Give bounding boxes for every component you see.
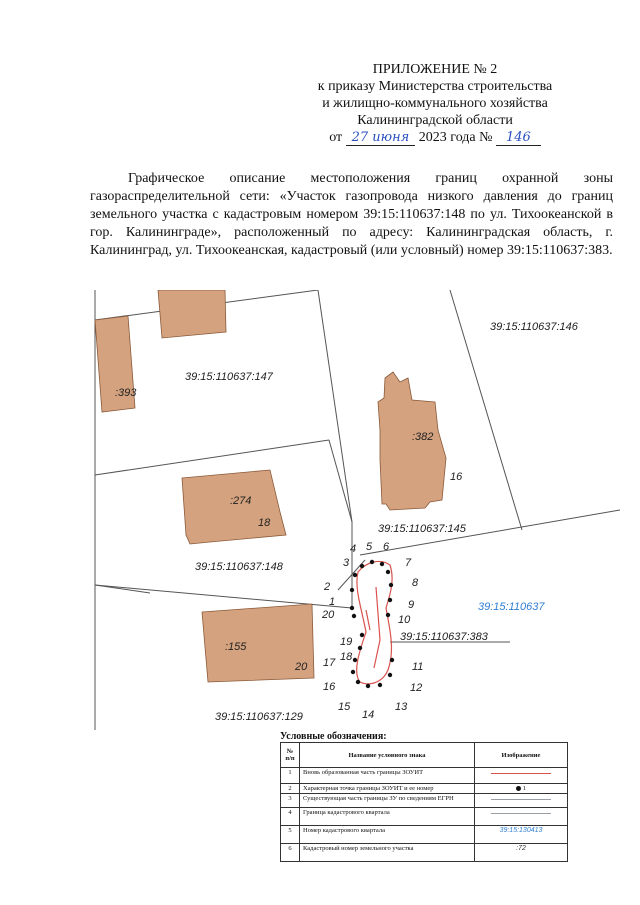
zone-point (386, 570, 390, 574)
legend-row-image (475, 826, 568, 844)
boundary-line (318, 290, 352, 522)
parcel-label-147: 39:15:110637:147 (185, 371, 273, 383)
zone-boundary (357, 561, 392, 683)
building-label-155: :155 (225, 641, 247, 653)
legend-row-image (475, 794, 568, 808)
zone-point (350, 606, 354, 610)
parcel-label-148: 39:15:110637:148 (195, 561, 283, 573)
point-label: 13 (395, 701, 408, 713)
legend-row-num: 3 (281, 794, 300, 808)
appendix-title: ПРИЛОЖЕНИЕ № 2 (372, 62, 498, 77)
parcel-label-383: 39:15:110637:383 (400, 631, 488, 643)
legend-header-name: Название условного знака (300, 743, 475, 768)
legend-row-num: 6 (281, 844, 300, 862)
legend-row-image (475, 768, 568, 784)
point-label: 2 (324, 581, 331, 593)
point-label: 3 (343, 557, 350, 569)
point-label: 19 (340, 636, 353, 648)
description-paragraph: Графическое описание местоположения границ охранной зоны газораспределительной сети: «Участок газопровода низкого давления до границ земельного участка с кадастровым номером 39:15:110637:148 по ул. Тихоокеанской в гор. Калининграде», расположенный по адресу: Калининградская область, г. Калининград, ул. Тихоокеанская, кадастровый (или условный) номер 39:15:110637:383. (90, 171, 613, 258)
legend-row-name: Вновь образованная часть границы ЗОУИТ (300, 768, 475, 784)
zone-point (350, 588, 354, 592)
legend-row-image (475, 844, 568, 862)
parcel-label-129: 39:15:110637:129 (215, 711, 303, 723)
point-label: 6 (383, 541, 390, 553)
legend-row (281, 844, 568, 862)
point-label: 14 (362, 709, 375, 721)
point-label: 9 (408, 599, 415, 611)
year-text: 2023 года № (418, 130, 493, 145)
zone-point (380, 562, 384, 566)
legend-row-num: 1 (281, 768, 300, 784)
zone-point (360, 564, 364, 568)
buildings (95, 290, 446, 682)
point-label: 18 (340, 651, 353, 663)
legend-row (281, 784, 568, 794)
legend-row-name: Граница кадастрового квартала (300, 808, 475, 826)
legend-header-image: Изображение (475, 743, 568, 768)
point-label: 1 (329, 596, 336, 608)
zone-point (360, 633, 364, 637)
quarter-number-sample: 39:15:130413 (499, 827, 543, 834)
legend-title: Условные обозначения: (280, 731, 387, 742)
zone-point (353, 573, 357, 577)
parcel-line-sample (491, 799, 551, 800)
building-floors-274: 18 (258, 517, 271, 529)
legend-row-num: 2 (281, 784, 300, 794)
point-label: 4 (350, 543, 357, 555)
boundary-line (95, 440, 329, 475)
point-label: 8 (412, 577, 419, 589)
date-prefix: от (329, 130, 343, 145)
zone-point (388, 673, 392, 677)
point-sample-number: 1 (522, 785, 526, 792)
legend-row (281, 808, 568, 826)
zone-point (388, 598, 392, 602)
point-label: 20 (322, 609, 335, 621)
building-floors-155: 20 (295, 661, 308, 673)
handwritten-order-number: 146 (496, 131, 541, 146)
point-label: 17 (323, 657, 336, 669)
legend-row-name: Номер кадастрового квартала (300, 826, 475, 844)
building-label-393: :393 (115, 387, 137, 399)
point-label: 16 (323, 681, 336, 693)
zone-point (351, 670, 355, 674)
building-label-382: :382 (412, 431, 434, 443)
order-line-1: к приказу Министерства строительства (317, 79, 553, 94)
legend-row-image (475, 784, 568, 794)
quarter-label: 39:15:110637 (478, 601, 545, 613)
point-label: 5 (366, 541, 373, 553)
legend-row-name: Кадастровый номер земельного участка (300, 844, 475, 862)
zone-inner (366, 587, 380, 668)
quarter-line-sample (491, 813, 551, 814)
appendix-header (260, 61, 610, 146)
legend-row-image (475, 808, 568, 826)
zone-point (353, 658, 357, 662)
point-label: 7 (405, 557, 412, 569)
legend-row (281, 826, 568, 844)
building-274 (182, 470, 286, 544)
boundary-line (329, 440, 352, 522)
legend-row-name: Характерная точка границы ЗОУИТ и ее номер (300, 784, 475, 794)
cadastral-map (90, 290, 620, 730)
zone-point (370, 560, 374, 564)
zone-point (352, 614, 356, 618)
point-sample-icon (516, 786, 521, 791)
building-label-274: :274 (230, 495, 252, 507)
zone-point (356, 680, 360, 684)
zone-point (358, 646, 362, 650)
parcel-label-146: 39:15:110637:146 (490, 321, 578, 333)
legend-table (280, 742, 568, 862)
parcel-number-sample: :72 (516, 845, 526, 852)
legend-row (281, 768, 568, 784)
legend-header-num: № п/п (281, 743, 300, 768)
zone-line-sample (491, 773, 551, 774)
legend-row-num: 5 (281, 826, 300, 844)
point-label: 11 (412, 661, 424, 673)
zone-point (386, 613, 390, 617)
zone-point (389, 583, 393, 587)
legend-row (281, 794, 568, 808)
zone-point (390, 658, 394, 662)
point-label: 12 (410, 682, 423, 694)
order-line-2: и жилищно-коммунального хозяйства (322, 96, 548, 111)
point-label: 10 (398, 614, 411, 626)
legend-row-name: Существующая часть границы ЗУ по сведениям ЕГРН (300, 794, 475, 808)
boundary-line (95, 585, 352, 608)
zone-point (366, 684, 370, 688)
legend (280, 731, 570, 862)
building-floors-382: 16 (450, 471, 463, 483)
order-line-3: Калининградской области (357, 113, 513, 128)
legend-header-row (281, 743, 568, 768)
legend-row-num: 4 (281, 808, 300, 826)
parcel-label-145: 39:15:110637:145 (378, 523, 466, 535)
building-roof (158, 290, 226, 338)
handwritten-date: 27 июня (346, 131, 416, 146)
order-date-line (260, 129, 610, 146)
zone-point (378, 683, 382, 687)
point-label: 15 (338, 701, 351, 713)
